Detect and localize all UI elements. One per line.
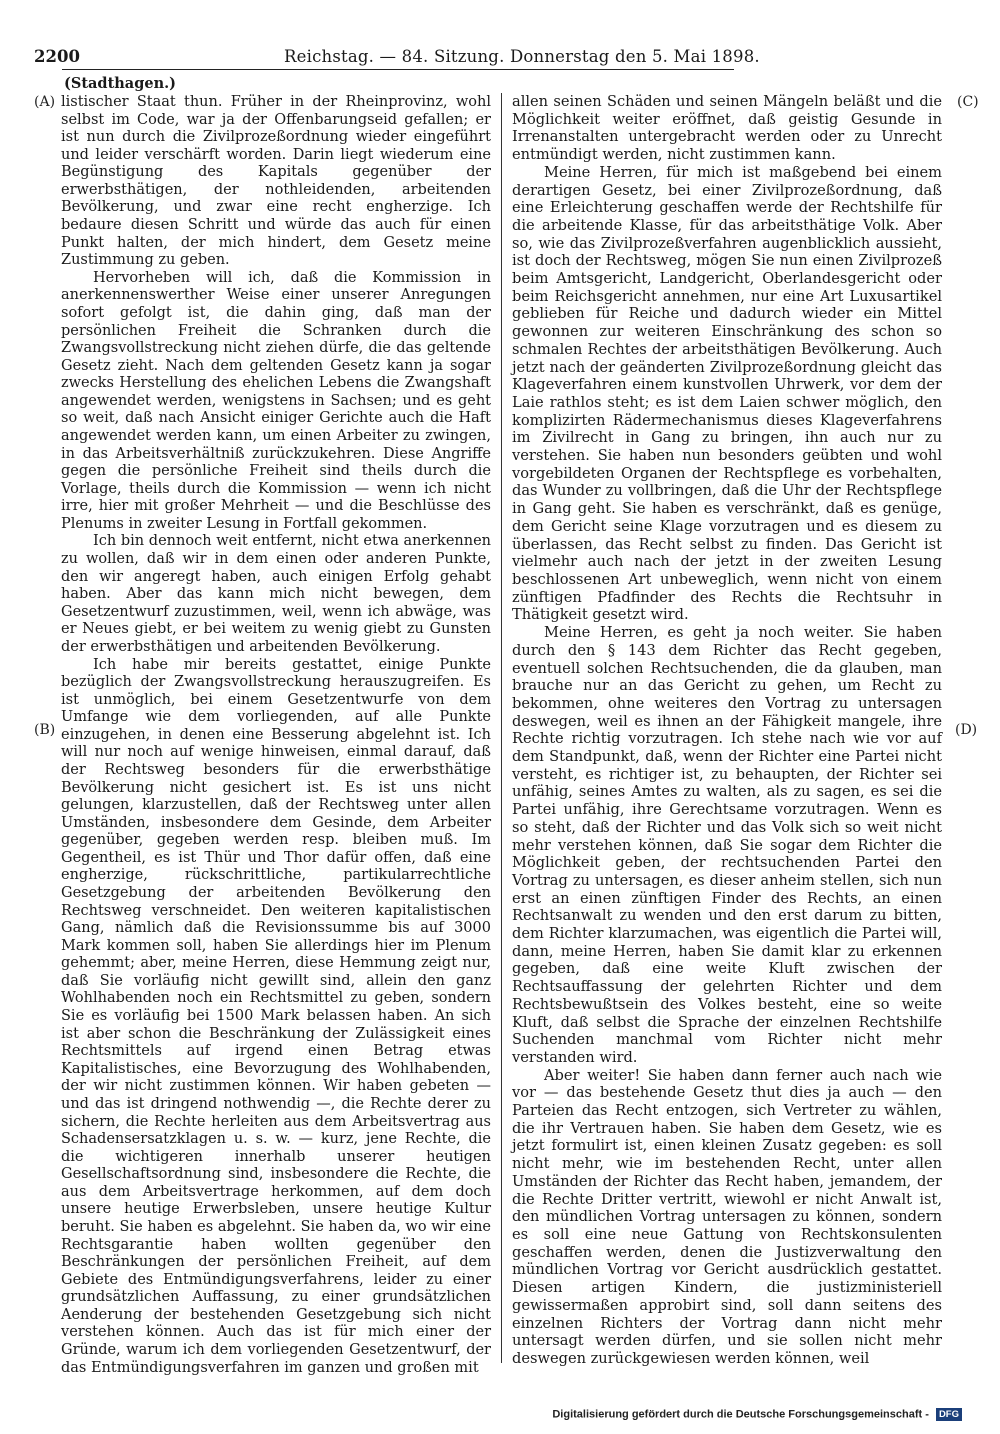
left-column [61, 94, 491, 1377]
right-paragraph-1: allen seinen Schäden und seinen Mängeln beläßt und die Möglichkeit weiter eröffnet, daß geistig Gesunde in Irrenanstalten untergebracht werden oder zu Unrecht entmündigt werden, nicht zustimmen kann. [512, 93, 942, 164]
left-paragraph-4: Ich habe mir bereits gestattet, einige Punkte bezüglich der Zwangsvollstreckung herauszugreifen. Es ist unmöglich, bei einem Gesetzentwurfe von dem Umfange wie dem vorliegenden, auf alle Punkte einzugehen, in denen eine Besserung abgelehnt ist. Ich will nur noch auf wenige hinweisen, einmal darauf, daß der Rechtsweg besonders für die erwerbsthätige Bevölkerung nicht gesichert ist. Es ist uns nicht gelungen, klarzustellen, daß der Rechtsweg unter allen Umständen, insbesondere dem Gesinde, dem Arbeiter gegenüber, gegeben werden resp. bleiben muß. Im Gegentheil, es ist Thür und Thor dafür offen, daß eine engherzige, rückschrittliche, partikularrechtliche Gesetzgebung der arbeitenden Bevölkerung den Rechtsweg verschneidet. Den weiteren kapitalistischen Gang, nämlich daß die Revisionssumme bis auf 3000 Mark kommen soll, haben Sie allerdings hier im Plenum gehemmt; aber, meine Herren, diese Hemmung zeigt nur, daß Sie vorläufig nicht gewillt sind, allein den ganz Wohlhabenden noch ein Rechtsmittel zu geben, sondern Sie es vorläufig bei 1500 Mark belassen haben. An sich ist aber schon die Beschränkung der Zulässigkeit eines Rechtsmittels auf irgend einen Betrag etwas Kapitalistisches, eine Bevorzugung des Wohlhabenden, der wir nicht zustimmen können. Wir haben gebeten — und das ist dringend nothwendig —, die Rechte derer zu sichern, die Rechte herleiten aus dem Arbeitsvertrag aus Schadensersatzklagen u. s. w. — kurz, jene Rechte, die die wichtigeren innerhalb unserer heutigen Gesellschaftsordnung sind, insbesondere die Rechte, die aus dem Arbeitsvertrage herkommen, auf dem doch unsere heutige Erwerbsleben, unsere heutige Kultur beruht. Sie haben es abgelehnt. Sie haben da, wo wir eine Rechtsgarantie haben wollten gegenüber den Beschränkungen der persönlichen Freiheit, auf dem Gebiete des Entmündigungsverfahrens, leider zu einer grundsätzlichen Auffassung, zu einer grundsätzlichen Aenderung der bestehenden Gesetzgebung sich nicht verstehen können. Auch das ist für mich einer der Gründe, warum ich dem vorliegenden Gesetzentwurf, der das Entmündigungsverfahren im ganzen und großen mit [61, 656, 491, 1376]
left-paragraph-2: Hervorheben will ich, daß die Kommission in anerkennenswerther Weise einer unserer Anregungen sofort gefolgt ist, die dahin ging, daß man der persönlichen Freiheit die Schranken durch die Zwangsvollstreckung nicht ziehen dürfe, die das geltende Gesetz zieht. Nach dem geltenden Gesetz kann ja sogar zwecks Herstellung des ehelichen Lebens die Zwangshaft angewendet werden, wenigstens in Sachsen; und es geht so weit, daß nach Ansicht einiger Gerichte auch die Haft angewendet werden kann, um einen Arbeiter zu zwingen, in das Arbeitsverhältniß zurückzukehren. Diese Angriffe gegen die persönliche Freiheit sind theils durch die Vorlage, theils durch die Kommission — wenn ich nicht irre, hier mit großer Mehrheit — und die Beschlüsse des Plenums in zweiter Lesung in Fortfall gekommen. [61, 269, 491, 532]
speaker-name: (Stadthagen.) [64, 75, 177, 92]
right-paragraph-3: Meine Herren, es geht ja noch weiter. Sie haben durch den § 143 dem Richter das Recht gegeben, eventuell solchen Rechtsuchenden, die da glauben, man brauche nur an das Gericht zu gehen, um Recht zu bekommen, ohne weiteres den Vortrag zu untersagen deswegen, weil es ihnen an der Fähigkeit mangele, ihre Rechte richtig vorzutragen. Ich stehe nach wie vor auf dem Standpunkt, daß, wenn der Richter eine Partei nicht versteht, es richtiger ist, zu behaupten, der Richter sei unfähig, seines Amtes zu walten, als zu sagen, es sei die Partei unfähig, ihre Gerechtsame vorzutragen. Wenn es so steht, daß der Richter und das Volk sich so weit nicht mehr verstehen können, daß Sie sogar dem Richter die Möglichkeit geben, der rechtsuchenden Partei den Vortrag zu untersagen, es dieser anheim stellen, sich nun erst an einen zünftigen Finder des Rechts, an einen Rechtsanwalt zu wenden und den erst darum zu bitten, dem Richter klarzumachen, was eigentlich die Partei will, dann, meine Herren, haben Sie damit klar zu erkennen gegeben, daß eine weite Kluft zwischen der Rechtsauffassung der gelehrten Richter und dem Rechtsbewußtsein des Volkes besteht, eine so weite Kluft, daß selbst die Sprache der einzelnen Rechtshilfe Suchenden manchmal vom Richter nicht mehr verstanden wird. [512, 624, 942, 1066]
margin-mark-a: (A) [34, 94, 56, 110]
right-paragraph-2: Meine Herren, für mich ist maßgebend bei einem derartigen Gesetz, bei einer Zivilprozeßordnung, daß eine Erleichterung geschaffen werde der Rechtshilfe für die arbeitende Klasse, für das arbeitsthätige Volk. Aber so, wie das Zivilprozeßverfahren augenblicklich aussieht, ist doch der Rechtsweg, mögen Sie nun einen Zivilprozeß beim Amtsgericht, Landgericht, Oberlandesgericht oder beim Reichsgericht annehmen, nur eine Art Luxusartikel geblieben für Reiche und dadurch wieder ein Mittel gewonnen zur weiteren Einschränkung des schon so schmalen Rechtes der arbeitsthätigen Bevölkerung. Auch jetzt nach der geänderten Zivilprozeßordnung gleicht das Klageverfahren einem kunstvollen Uhrwerk, vor dem der Laie rathlos steht; es ist dem Laien schwer möglich, den komplizirten Rädermechanismus dieses Klageverfahrens im Zivilrecht in Gang zu bringen, ihn auch nur zu verstehen. Sie haben nun besonders geübten und wohl vorgebildeten Organen der Rechtspflege es vorbehalten, das Wunder zu vollbringen, daß die Uhr der Rechtspflege in Gang geht. Sie haben es verschränkt, daß es genüge, dem Gericht seine Klage vorzutragen und es diesem zu überlassen, das Recht selbst zu finden. Das Gericht ist vielmehr auch nach der jetzt in der zweiten Lesung beschlossenen Art unbeweglich, wenn nicht von einem zünftigen Pfadfinder des Rechts die Rechtsuhr in Thätigkeit gesetzt wird. [512, 163, 942, 624]
page-header [34, 44, 760, 70]
margin-mark-c: (C) [957, 94, 979, 110]
footer-credit-text: Digitalisierung gefördert durch die Deutsche Forschungsgemeinschaft - [552, 1408, 929, 1421]
header-rule [62, 69, 734, 70]
left-paragraph-3: Ich bin dennoch weit entfernt, nicht etwa anerkennen zu wollen, daß wir in dem einen oder anderen Punkte, den wir angeregt haben, auch einigen Erfolg gehabt haben. Aber das kann mich nicht bewegen, dem Gesetzentwurf zuzustimmen, weil, wenn ich abwäge, was er Neues giebt, er bei weitem zu wenig giebt zu Gunsten der erwerbsthätigen und arbeitenden Bevölkerung. [61, 533, 491, 655]
running-title: Reichstag. — 84. Sitzung. Donnerstag den 5. Mai 1898. [284, 47, 760, 66]
page-number: 2200 [34, 47, 80, 66]
left-paragraph-1: listischer Staat thun. Früher in der Rheinprovinz, wohl selbst im Code, war ja der Offenbarungseid gefallen; er ist nun durch die Zivilprozeßordnung wieder eingeführt und leider verschärft worden. Darin liegt wiederum eine Begünstigung des Kapitals gegenüber der erwerbsthätigen, der nothleidenden, arbeitenden Bevölkerung, und zwar eine recht engherzige. Ich bedaure diesen Schritt und würde das auch für einen Punkt halten, der mich hindert, dem Gesetz meine Zustimmung zu geben. [61, 94, 491, 269]
dfg-logo: DFG [936, 1408, 962, 1421]
margin-mark-b: (B) [34, 722, 56, 738]
right-paragraph-4: Aber weiter! Sie haben dann ferner auch nach wie vor — das bestehende Gesetz thut dies ja auch — den Parteien das Recht entzogen, sich Vertreter zu wählen, die ihr Vertrauen haben. Sie haben dem Gesetz, wie es jetzt formulirt ist, einen kleinen Zusatz gegeben: es soll nicht mehr, wie im bestehenden Recht, unter allen Umständen der Richter das Recht haben, jemandem, der die Rechte Dritter vertritt, wiewohl er nicht Anwalt ist, den mündlichen Vortrag untersagen zu können, sondern es soll eine neue Gattung von Rechtskonsulenten geschaffen werden, denen die Justizverwaltung den mündlichen Vortrag vor Gericht ausdrücklich gestattet. Diesen artigen Kindern, die justizministeriell gewissermaßen approbirt sind, soll dann seitens des einzelnen Richters der Vortrag dann nicht mehr untersagt werden dürfen, und sie sollen nicht mehr deswegen zurückgewiesen werden können, weil [512, 1066, 942, 1367]
digitization-footer [552, 1408, 962, 1421]
right-column [512, 93, 942, 1368]
margin-mark-d: (D) [955, 722, 978, 738]
column-divider [501, 93, 502, 1363]
